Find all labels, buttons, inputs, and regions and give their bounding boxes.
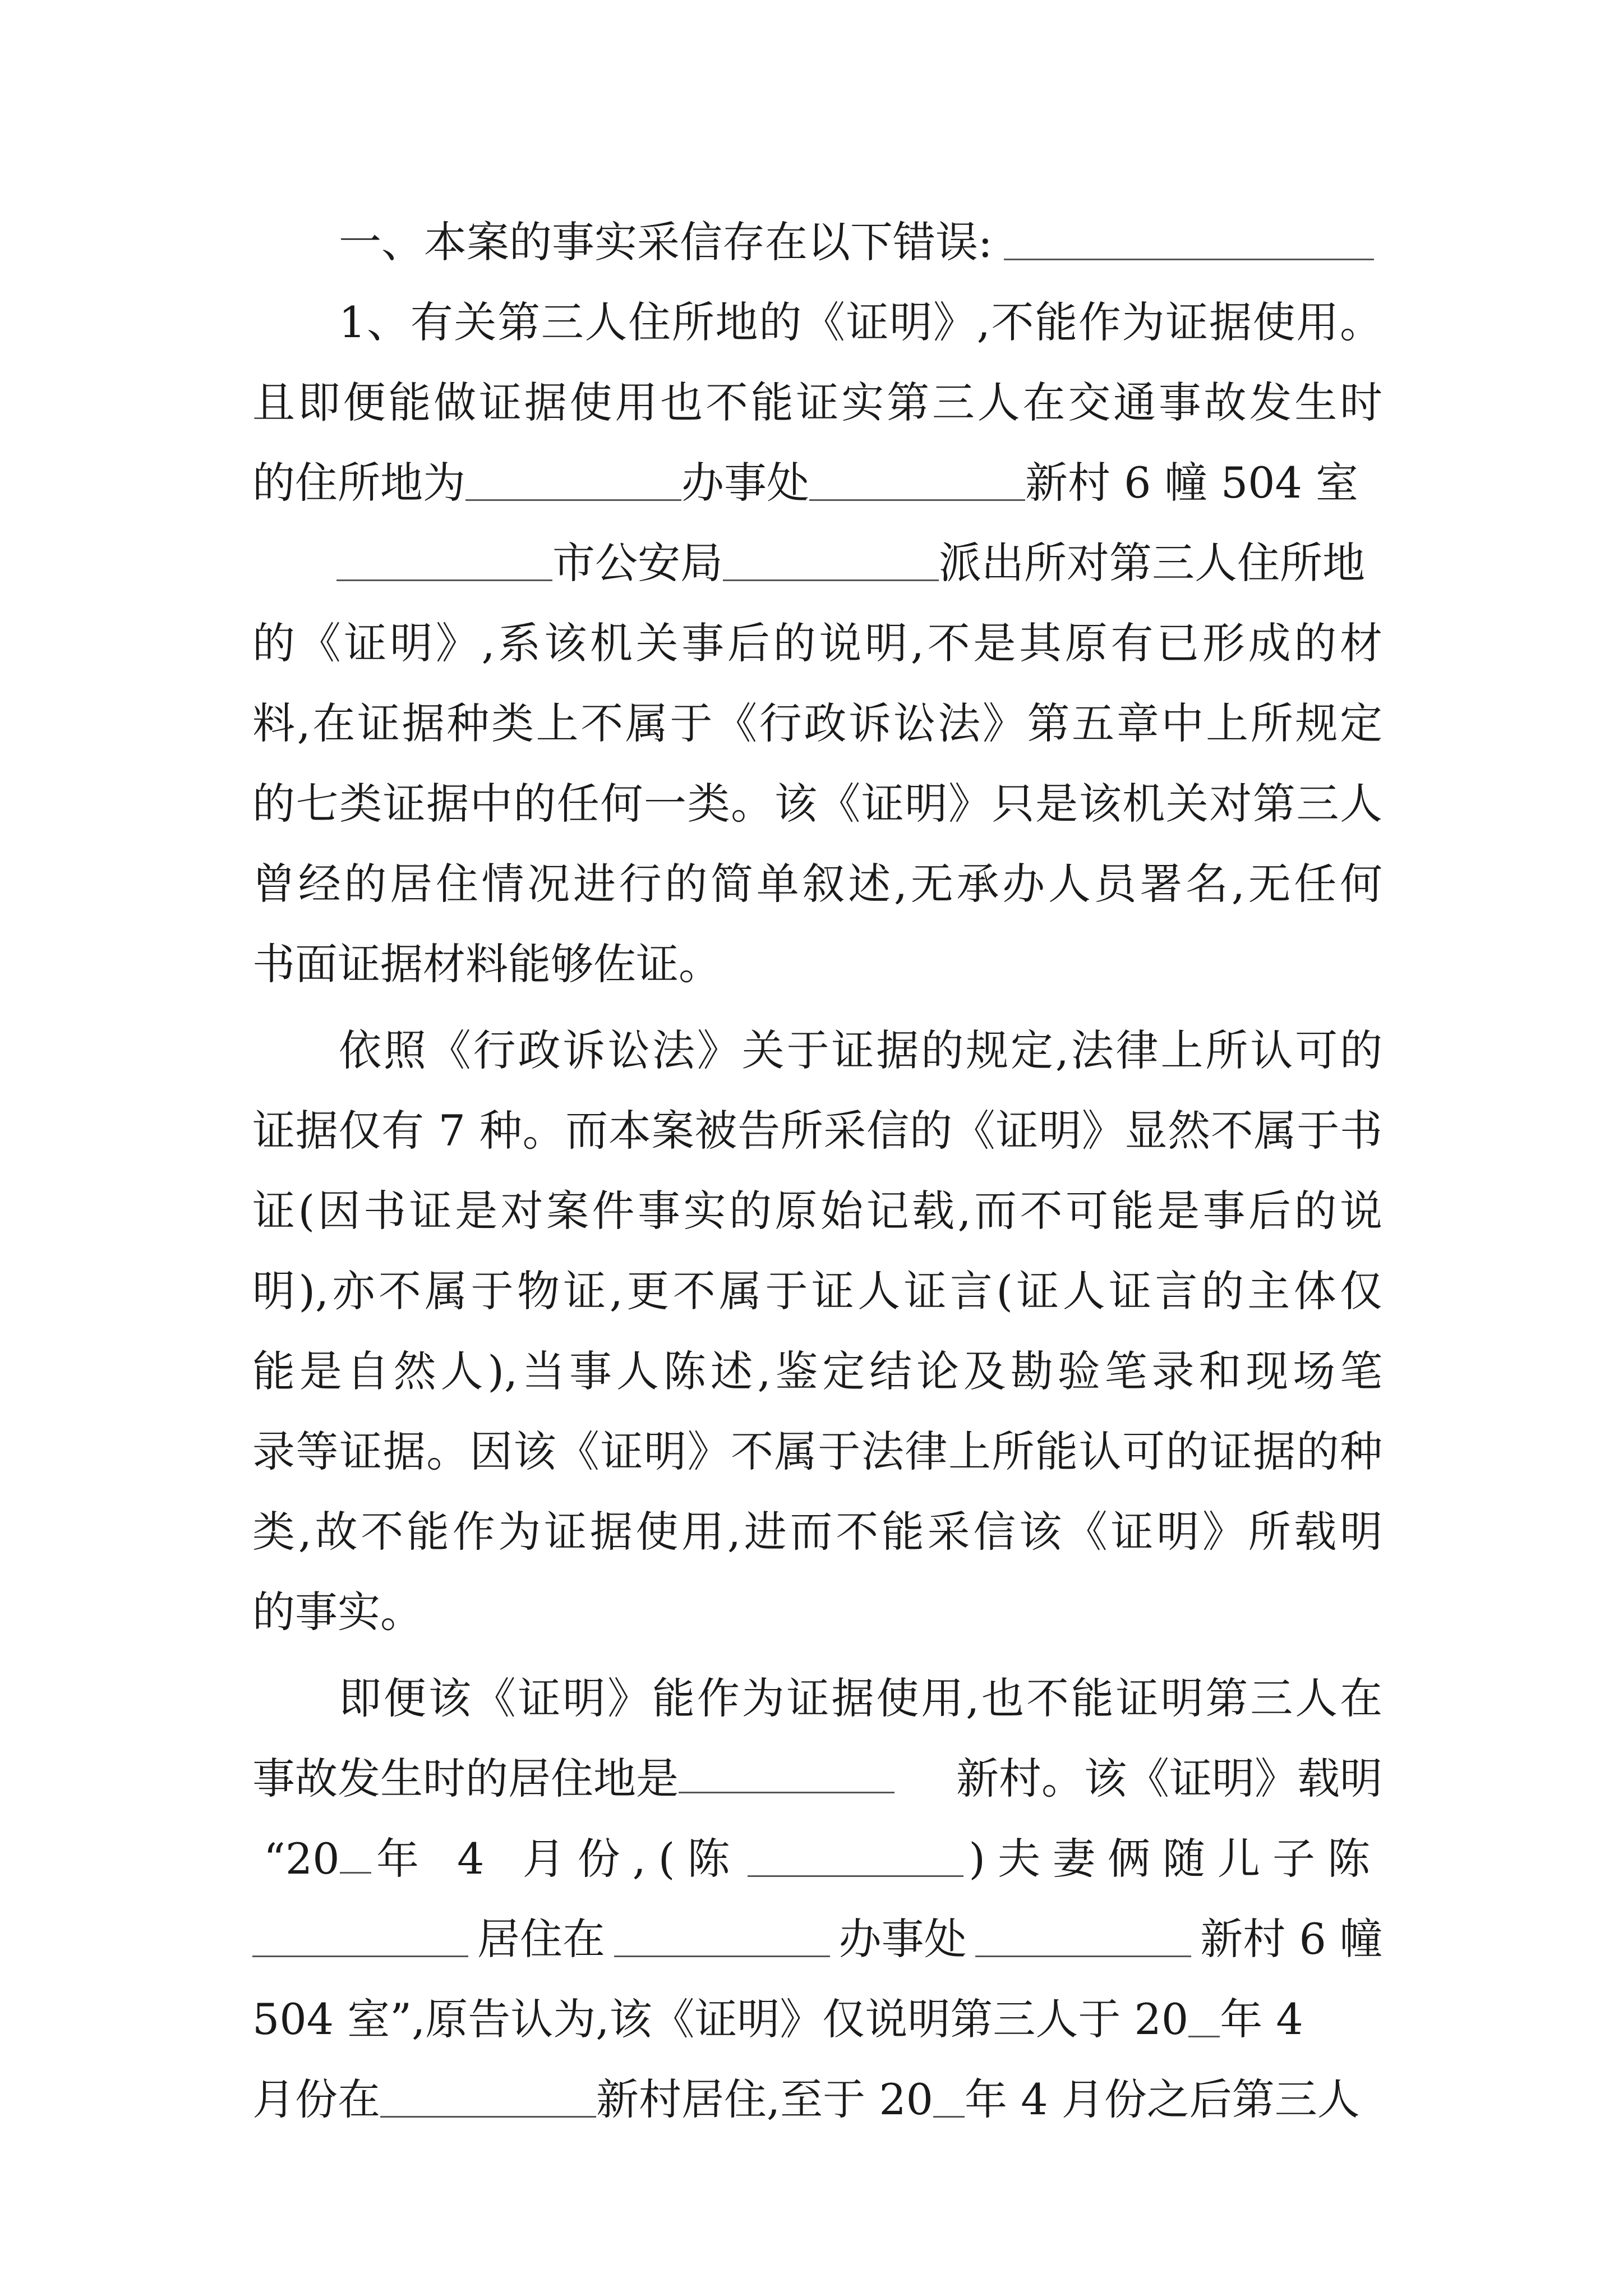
text-line	[252, 278, 1382, 367]
paragraph-text: 新村 6 幢 504 室	[1025, 458, 1359, 508]
paragraph-text: 年 4	[1220, 1994, 1303, 2044]
fill-blank	[380, 2082, 596, 2118]
paragraph-text: 504 室”,原告认为,该《证明》仅说明第三人于 20	[252, 1994, 1189, 2044]
paragraph-text: )夫妻俩随儿子陈	[969, 1834, 1382, 1884]
paragraph-text: 录等证据。因该《证明》不属于法律上所能认可的证据的种	[252, 1427, 1382, 1476]
text-line	[252, 1086, 1382, 1176]
fill-blank	[465, 466, 681, 501]
text-line	[252, 599, 1382, 688]
fill-blank	[933, 2082, 965, 2118]
fill-blank	[252, 1922, 468, 1957]
paragraph-text: 的《证明》,系该机关事后的说明,不是其原有已形成的材	[252, 618, 1382, 668]
fill-blank	[336, 546, 552, 581]
paragraph-text: 年 4 月份,(陈	[376, 1834, 743, 1884]
paragraph-text: 料,在证据种类上不属于《行政诉讼法》第五章中上所规定	[252, 698, 1382, 748]
fill-blank	[1188, 2002, 1220, 2037]
paragraph-text: “20	[264, 1834, 340, 1884]
fill-blank	[748, 1842, 963, 1877]
paragraph-text: 居住在	[477, 1914, 605, 1964]
paragraph-text: 曾经的居住情况进行的简单叙述,无承办人员署名,无任何	[252, 859, 1382, 909]
text-line	[252, 438, 1382, 528]
paragraph-text: 新村居住,至于 20	[596, 2074, 934, 2124]
paragraph-text: 的七类证据中的任何一类。该《证明》只是该机关对第三人	[252, 779, 1382, 829]
text-line	[252, 759, 1382, 849]
fill-blank	[614, 1922, 830, 1957]
text-line	[252, 1246, 1382, 1336]
paragraph-text: 的住所地为	[252, 458, 465, 508]
paragraph-text: 市公安局	[552, 538, 723, 588]
text-line	[252, 1407, 1382, 1497]
paragraph-text: 新村。该《证明》载明	[956, 1754, 1382, 1803]
text-line	[252, 358, 1382, 448]
text-line	[252, 1734, 1382, 1824]
text-line	[252, 2055, 1382, 2145]
text-line	[252, 1814, 1382, 1904]
fill-blank	[340, 1838, 371, 1874]
paragraph-text: 事故发生时的居住地是	[252, 1754, 679, 1803]
paragraph-text: 类,故不能作为证据使用,进而不能采信该《证明》所载明	[252, 1507, 1382, 1557]
text-line	[252, 839, 1382, 929]
paragraph-text: 办事处	[838, 1914, 967, 1964]
paragraph-text: 且即便能做证据使用也不能证实第三人在交通事故发生时	[252, 378, 1382, 427]
text-line	[252, 1567, 1382, 1657]
paragraph-text: 派出所对第三人住所地	[939, 538, 1365, 588]
fill-blank	[679, 1758, 895, 1793]
fill-blank	[1004, 225, 1374, 260]
paragraph-text: 依照《行政诉讼法》关于证据的规定,法律上所认可的	[339, 1025, 1382, 1075]
paragraph-text: 即便该《证明》能作为证据使用,也不能证明第三人在	[339, 1673, 1382, 1723]
text-line	[252, 1975, 1382, 2064]
paragraph-text: 书面证据材料能够佐证。	[252, 939, 721, 989]
paragraph-text: 新村 6 幢	[1200, 1914, 1382, 1964]
fill-blank	[723, 546, 939, 581]
heading-line	[252, 197, 1382, 287]
text-line	[252, 1894, 1382, 1984]
paragraph-text: 1、有关第三人住所地的《证明》,不能作为证据使用。	[339, 297, 1382, 347]
text-line	[252, 1487, 1382, 1577]
fill-blank	[809, 466, 1025, 501]
text-line	[252, 1006, 1382, 1096]
fill-blank	[975, 1922, 1191, 1957]
paragraph-text: 月份在	[252, 2074, 380, 2124]
paragraph-text: 的事实。	[252, 1587, 423, 1637]
text-line	[252, 518, 1380, 608]
text-line	[252, 679, 1382, 769]
text-line	[252, 1654, 1382, 1743]
paragraph-text: 能是自然人),当事人陈述,鉴定结论及勘验笔录和现场笔	[252, 1346, 1382, 1396]
paragraph-text: 明),亦不属于物证,更不属于证人证言(证人证言的主体仅	[252, 1266, 1382, 1316]
paragraph-text: 证据仅有 7 种。而本案被告所采信的《证明》显然不属于书	[252, 1106, 1382, 1156]
text-line	[252, 1327, 1382, 1416]
section-heading: 一、本案的事实采信存在以下错误:	[339, 217, 993, 267]
paragraph-text: 年 4 月份之后第三人	[965, 2074, 1360, 2124]
text-line	[252, 919, 1382, 1009]
paragraph-text: 证(因书证是对案件事实的原始记载,而不可能是事后的说	[252, 1186, 1382, 1236]
paragraph-text: 办事处	[681, 458, 809, 508]
text-line	[252, 1166, 1382, 1256]
